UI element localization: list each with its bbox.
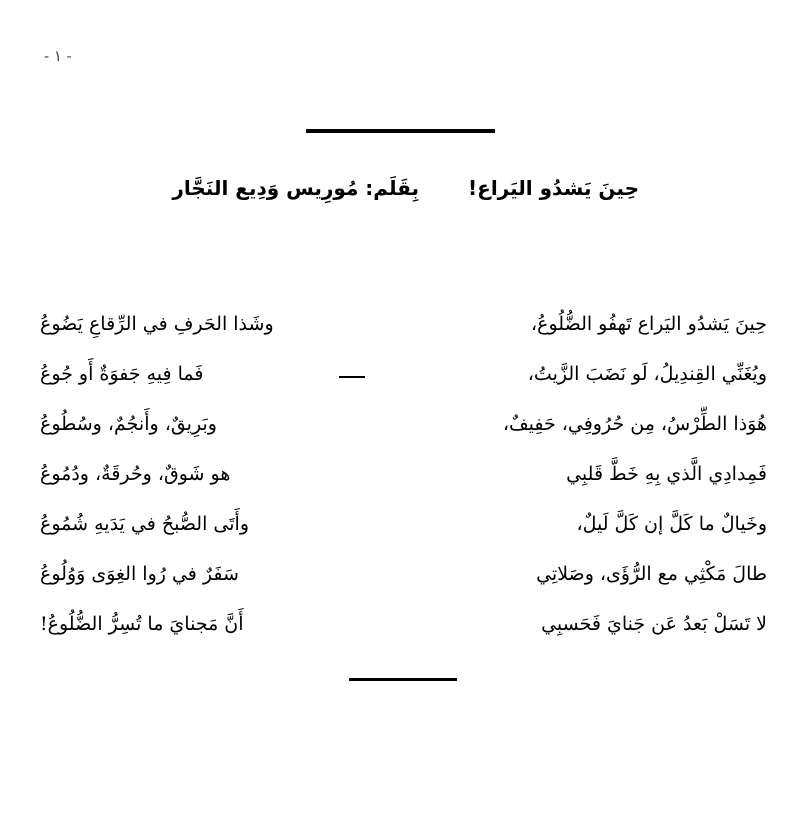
verse-second-hemistich: وبَرِيقٌ، وأَنجُمٌ، وسُطُوعُ: [40, 413, 217, 435]
verse-second-hemistich: سَفَرٌ في رُوا الغِوَى وَوُلُوعُ: [40, 563, 239, 585]
verse: [40, 352, 767, 402]
verse-second-hemistich: فَما فِيهِ جَفوَةٌ أَو جُوعُ: [40, 363, 204, 385]
verse-second-hemistich: أَنَّ مَجنايَ ما تُسِرُّ الضُّلُوعُ!: [40, 613, 244, 635]
verse: [40, 502, 767, 552]
poem-body: [40, 302, 767, 652]
verse-first-hemistich: ويُغَنِّي القِندِيلُ، لَو نَضَبَ الزَّيتُ،: [527, 363, 767, 385]
verse-first-hemistich: طالَ مَكْثِي مع الرُّؤَى، وصَلاتِي: [536, 563, 767, 585]
verse: [40, 552, 767, 602]
verse: [40, 452, 767, 502]
top-rule: [306, 129, 495, 133]
verse-second-hemistich: هو شَوقٌ، وحُرقَةٌ، ودُمُوعُ: [40, 463, 231, 485]
verse: [40, 302, 767, 352]
verse-first-hemistich: حِينَ يَشدُو اليَراع تَهفُو الضُّلُوعُ،: [531, 313, 767, 335]
verse: [40, 602, 767, 652]
verse-first-hemistich: وخَيالٌ ما كَلَّ إن كَلَّ لَيلٌ،: [576, 513, 767, 535]
bottom-rule: [349, 678, 457, 681]
verse-dash: [339, 376, 365, 378]
author-byline: بِقَلَم: مُورِيس وَدِيع النَجَّار: [172, 176, 420, 200]
poem-title: حِينَ يَشدُو اليَراع!: [468, 176, 639, 200]
verse-second-hemistich: وشَذا الحَرفِ في الرِّقاعِ يَضُوعُ: [40, 313, 274, 335]
verse-first-hemistich: لا تَسَلْ بَعدُ عَن جَنايَ فَحَسبِي: [541, 613, 767, 635]
verse: [40, 402, 767, 452]
verse-first-hemistich: هُوَذا الطِّرْسُ، مِن حُرُوفِي، حَفِيفٌ،: [502, 413, 767, 435]
verse-first-hemistich: فَمِدادِي الَّذي بِهِ خَطَّ قَلبِي: [566, 463, 767, 485]
poem-header: [159, 171, 639, 205]
verse-second-hemistich: وأَتَى الصُّبحُ في يَدَيهِ شُمُوعُ: [40, 513, 249, 535]
page-number: - ١ -: [44, 47, 72, 65]
